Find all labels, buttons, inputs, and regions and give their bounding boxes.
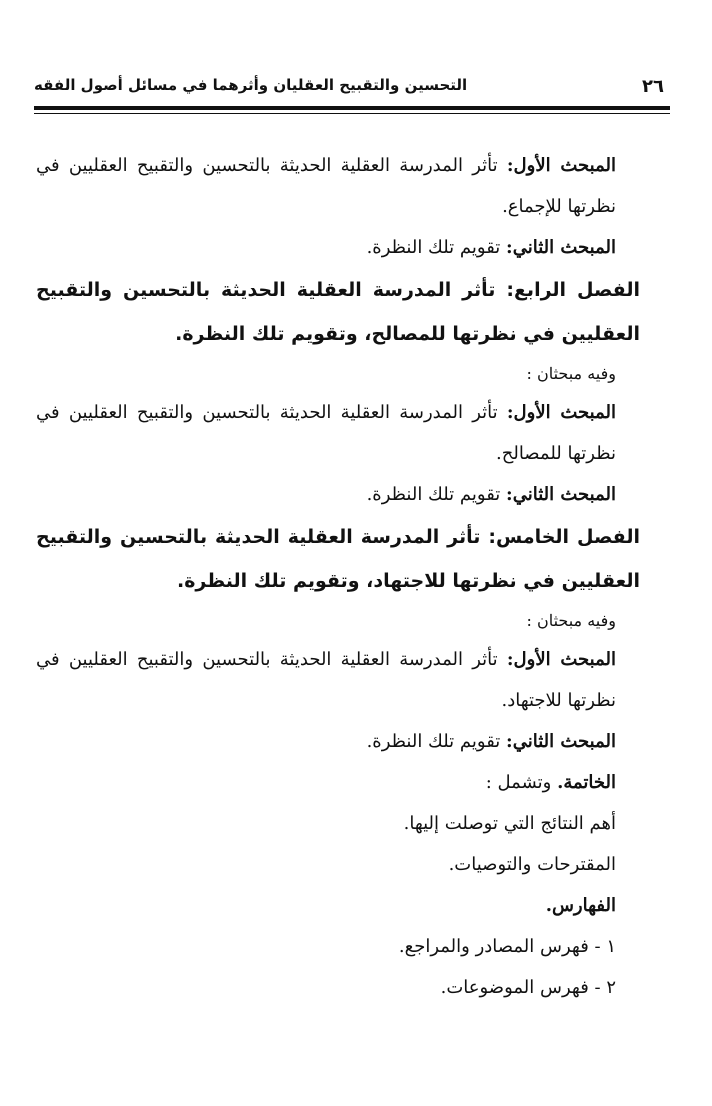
section-label: المبحث الثاني: (506, 237, 616, 258)
section-text: تأثر المدرسة العقلية الحديثة بالتحسين والتقبيح العقليين في نظرتها للمصالح. (36, 402, 616, 464)
section-text: تقويم تلك النظرة. (366, 237, 507, 258)
section-5-first (36, 639, 616, 721)
indexes-heading (36, 885, 616, 926)
section-label: المبحث الأول: (506, 155, 616, 176)
note-text: وفيه مبحثان : (526, 364, 616, 383)
index-item (36, 967, 616, 1008)
running-title: التحسين والتقبيح العقليان وأثرهما في مسائل أصول الفقه (34, 76, 468, 94)
chapter-label: الفصل الخامس: (488, 526, 641, 548)
section-text: تأثر المدرسة العقلية الحديثة بالتحسين والتقبيح العقليين في نظرتها للاجتهاد. (36, 649, 616, 711)
index-item (36, 926, 616, 967)
conclusion-text: وتشمل : (485, 772, 558, 793)
chapter-text: تأثر المدرسة العقلية الحديثة بالتحسين والتقبيح العقليين في نظرتها للاجتهاد، وتقويم تلك النظرة. (36, 526, 640, 592)
section-text: تقويم تلك النظرة. (366, 484, 507, 505)
page-number: ٢٦ (642, 76, 664, 97)
note-text: وفيه مبحثان : (526, 611, 616, 630)
chapter-text: تأثر المدرسة العقلية الحديثة بالتحسين والتقبيح العقليين في نظرتها للمصالح، وتقويم تلك النظرة. (36, 279, 640, 345)
subsections-note (36, 356, 616, 392)
section-label: المبحث الثاني: (506, 731, 616, 752)
page-body (36, 145, 641, 1008)
section-4-second (36, 474, 616, 515)
index-item-text: ٢ - فهرس الموضوعات. (440, 977, 616, 998)
conclusion-item (36, 844, 616, 885)
section-1-first (36, 145, 616, 227)
chapter-5-heading (36, 515, 640, 603)
section-4-first (36, 392, 616, 474)
indexes-label: الفهارس. (545, 895, 616, 916)
section-label: المبحث الأول: (506, 402, 616, 423)
index-item-text: ١ - فهرس المصادر والمراجع. (398, 936, 616, 957)
header-rule-thin (34, 113, 670, 114)
conclusion-item (36, 803, 616, 844)
section-label: المبحث الثاني: (506, 484, 616, 505)
conclusion-item-text: أهم النتائج التي توصلت إليها. (403, 813, 616, 834)
section-5-second (36, 721, 616, 762)
section-text: تقويم تلك النظرة. (366, 731, 507, 752)
section-1-second (36, 227, 616, 268)
chapter-label: الفصل الرابع: (506, 279, 640, 301)
page-header (34, 74, 670, 104)
conclusion-heading (36, 762, 616, 803)
section-label: المبحث الأول: (506, 649, 616, 670)
section-text: تأثر المدرسة العقلية الحديثة بالتحسين والتقبيح العقليين في نظرتها للإجماع. (36, 155, 616, 217)
header-rule-thick (34, 106, 670, 110)
conclusion-item-text: المقترحات والتوصيات. (448, 854, 616, 875)
chapter-4-heading (36, 268, 640, 356)
conclusion-label: الخاتمة. (557, 772, 616, 793)
subsections-note (36, 603, 616, 639)
